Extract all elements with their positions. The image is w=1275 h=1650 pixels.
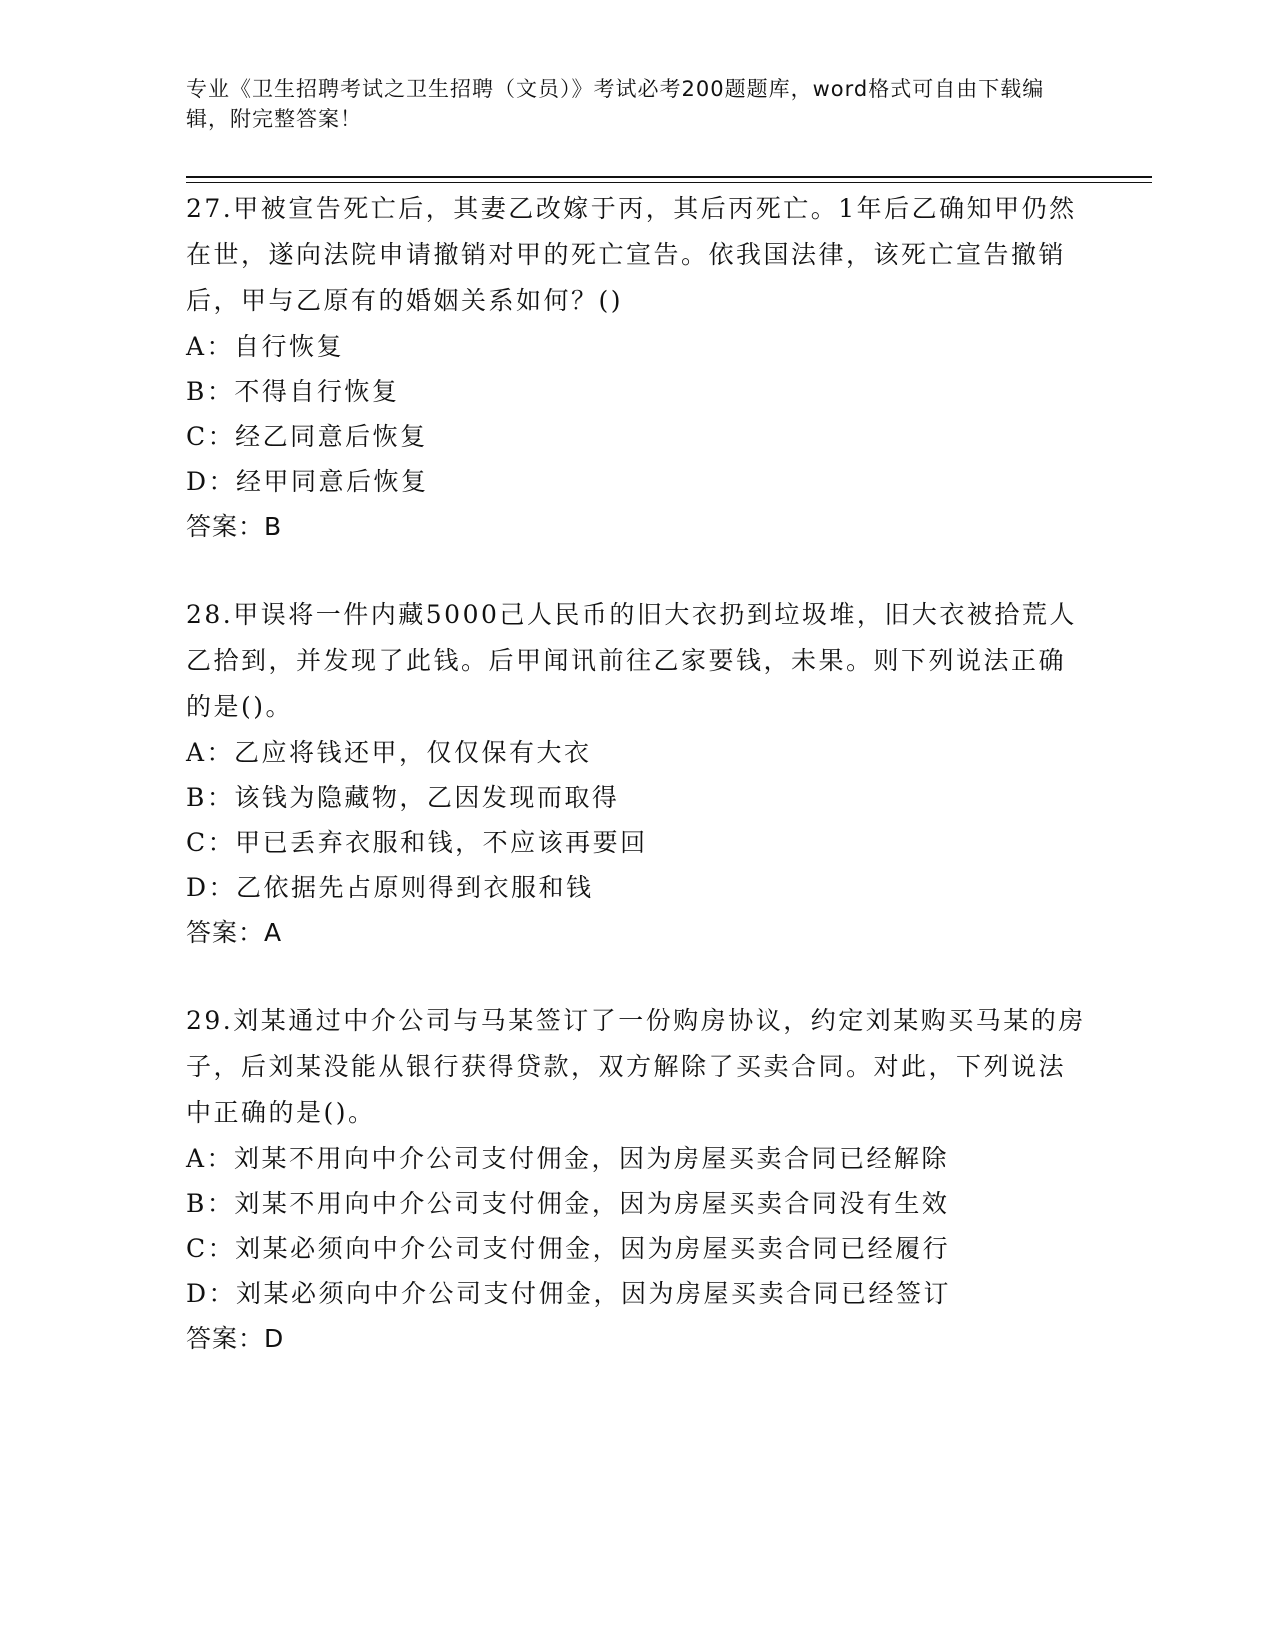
question-29 <box>186 998 1086 1362</box>
option-a: A：自行恢复 <box>186 332 345 361</box>
answer-label: 答案：D <box>186 1324 285 1353</box>
question-27 <box>186 186 1086 550</box>
question-stem: 27.甲被宣告死亡后，其妻乙改嫁于丙，其后丙死亡。1年后乙确知甲仍然在世，遂向法院申请撤销对甲的死亡宣告。依我国法律，该死亡宣告撤销后，甲与乙原有的婚姻关系如何？() <box>186 194 1077 315</box>
option-d: D：乙依据先占原则得到衣服和钱 <box>186 873 594 902</box>
option-b: B：该钱为隐藏物，乙因发现而取得 <box>186 783 620 812</box>
answer-label: 答案：B <box>186 512 283 541</box>
option-c: C：经乙同意后恢复 <box>186 422 428 451</box>
question-stem: 29.刘某通过中介公司与马某签订了一份购房协议，约定刘某购买马某的房子，后刘某没能从银行获得贷款，双方解除了买卖合同。对此，下列说法中正确的是()。 <box>186 1006 1086 1127</box>
option-b: B：刘某不用向中介公司支付佣金，因为房屋买卖合同没有生效 <box>186 1189 950 1218</box>
option-c: C：刘某必须向中介公司支付佣金，因为房屋买卖合同已经履行 <box>186 1234 951 1263</box>
option-d: D：刘某必须向中介公司支付佣金，因为房屋买卖合同已经签订 <box>186 1279 952 1308</box>
option-d: D：经甲同意后恢复 <box>186 467 429 496</box>
header-divider-thin <box>186 182 1152 183</box>
option-b: B：不得自行恢复 <box>186 377 400 406</box>
document-header: 专业《卫生招聘考试之卫生招聘（文员）》考试必考200题题库，word格式可自由下载编辑，附完整答案！ <box>186 77 1045 131</box>
option-a: A：乙应将钱还甲，仅仅保有大衣 <box>186 738 592 767</box>
answer-label: 答案：A <box>186 918 283 947</box>
option-c: C：甲已丢弃衣服和钱，不应该再要回 <box>186 828 648 857</box>
header-divider-thick <box>186 176 1152 178</box>
question-28 <box>186 592 1086 956</box>
question-stem: 28.甲误将一件内藏5000己人民币的旧大衣扔到垃圾堆，旧大衣被拾荒人乙拾到，并发现了此钱。后甲闻讯前往乙家要钱，未果。则下列说法正确的是()。 <box>186 600 1077 721</box>
option-a: A：刘某不用向中介公司支付佣金，因为房屋买卖合同已经解除 <box>186 1144 950 1173</box>
